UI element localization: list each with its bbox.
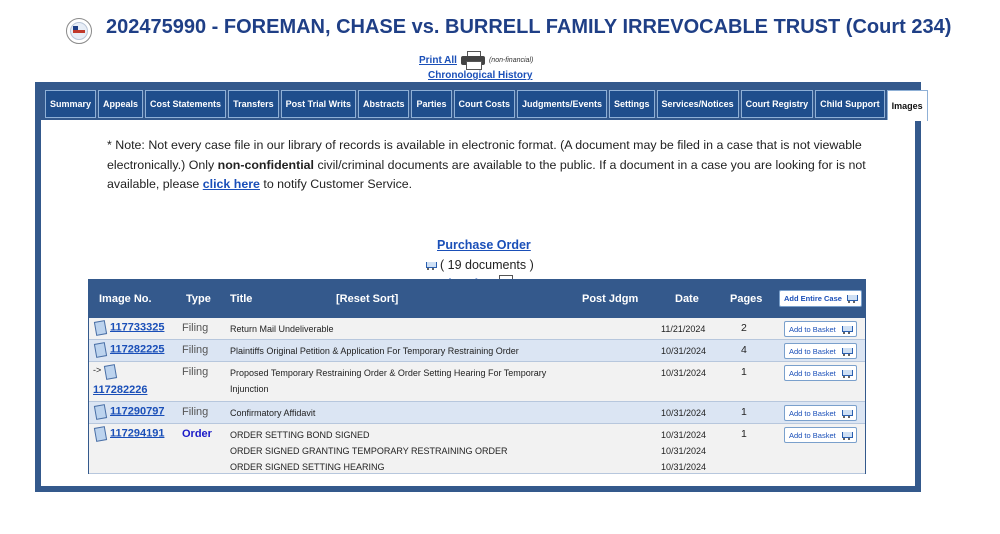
print-all-link[interactable]: Print All — [419, 54, 457, 66]
tab-post-trial-writs[interactable]: Post Trial Writs — [281, 90, 356, 118]
continuation-arrow: -> — [93, 365, 102, 375]
images-tab-content — [41, 120, 915, 486]
document-type: Filing — [182, 344, 209, 356]
tab-child-support[interactable]: Child Support — [815, 90, 885, 118]
tab-court-registry[interactable]: Court Registry — [741, 90, 814, 118]
document-title: Injunction — [230, 384, 269, 394]
table-row — [89, 402, 865, 424]
row-divider — [89, 473, 865, 474]
add-to-basket-button[interactable] — [784, 343, 857, 359]
add-to-basket-button[interactable] — [784, 405, 857, 421]
add-to-basket-label: Add to Basket — [789, 430, 836, 440]
document-icon[interactable] — [94, 404, 107, 420]
cart-icon — [841, 325, 852, 334]
cart-icon — [841, 369, 852, 378]
document-type: Order — [182, 428, 212, 440]
cart-icon — [846, 294, 857, 303]
case-tabs-panel — [35, 82, 921, 492]
image-number-link[interactable]: 117290797 — [110, 405, 165, 418]
document-icon[interactable] — [94, 426, 107, 442]
image-number-link[interactable]: 117282225 — [110, 343, 165, 356]
document-icon[interactable] — [94, 320, 107, 336]
note-text-3: to notify Customer Service. — [259, 177, 413, 191]
add-to-basket-button[interactable] — [784, 321, 857, 337]
non-financial-note: (non-financial) — [488, 56, 534, 64]
document-type: Filing — [182, 366, 209, 378]
add-to-basket-button[interactable] — [784, 427, 857, 443]
document-count-text: ( 19 documents ) — [440, 258, 534, 272]
table-row — [89, 318, 865, 340]
page-count: 1 — [741, 428, 747, 440]
image-number-link[interactable]: 117733325 — [110, 321, 165, 334]
table-header — [89, 280, 865, 318]
document-title: Confirmatory Affidavit — [230, 408, 316, 418]
col-date[interactable]: Date — [675, 293, 699, 305]
customer-service-link[interactable]: click here — [202, 177, 260, 191]
add-to-basket-label: Add to Basket — [789, 346, 836, 356]
tab-cost-statements[interactable]: Cost Statements — [145, 90, 226, 118]
document-date: 10/31/2024 — [661, 462, 707, 472]
tab-transfers[interactable]: Transfers — [228, 90, 279, 118]
cart-icon — [425, 261, 436, 270]
document-title: Proposed Temporary Restraining Order & Order Setting Hearing For Temporary — [230, 368, 547, 378]
document-type: Filing — [182, 322, 209, 334]
tab-services-notices[interactable]: Services/Notices — [657, 90, 739, 118]
document-date: 10/31/2024 — [661, 408, 707, 418]
document-date: 10/31/2024 — [661, 368, 707, 378]
add-to-basket-label: Add to Basket — [789, 324, 836, 334]
document-title: ORDER SIGNED SETTING HEARING — [230, 462, 385, 472]
cart-icon — [841, 431, 852, 440]
note-text-1: * Note: Not every case file in our library of records is available in electronic format. (A document may be filed in a case that is not viewable electronically.) Only — [107, 138, 862, 172]
tab-judgments-events[interactable]: Judgments/Events — [517, 90, 607, 118]
case-title: 202475990 - FOREMAN, CHASE vs. BURRELL FAMILY IRREVOCABLE TRUST (Court 234) — [106, 16, 952, 38]
add-to-basket-label: Add to Basket — [789, 368, 836, 378]
document-title: ORDER SIGNED GRANTING TEMPORARY RESTRAINING ORDER — [230, 446, 508, 456]
print-all-row — [419, 50, 533, 70]
county-seal-icon — [66, 18, 92, 44]
table-row — [89, 424, 865, 474]
tab-bar — [45, 90, 930, 121]
document-date: 11/21/2024 — [661, 324, 706, 334]
col-type[interactable]: Type — [186, 293, 211, 305]
document-count — [425, 258, 534, 272]
cart-icon — [841, 347, 852, 356]
tab-abstracts[interactable]: Abstracts — [358, 90, 410, 118]
page-count: 4 — [741, 344, 747, 356]
table-row — [89, 362, 865, 402]
tab-images[interactable]: Images — [887, 90, 928, 121]
chronological-history-link[interactable]: Chronological History — [428, 70, 533, 81]
document-date: 10/31/2024 — [661, 430, 707, 440]
col-pages[interactable]: Pages — [730, 293, 763, 305]
page-count: 1 — [741, 366, 747, 378]
printer-icon[interactable] — [461, 51, 485, 69]
page-count: 1 — [741, 406, 747, 418]
tab-appeals[interactable]: Appeals — [98, 90, 143, 118]
case-header — [0, 14, 1000, 50]
table-row — [89, 340, 865, 362]
tab-parties[interactable]: Parties — [411, 90, 451, 118]
tab-summary[interactable]: Summary — [45, 90, 96, 118]
availability-note — [107, 136, 867, 195]
document-icon[interactable] — [94, 342, 107, 358]
add-to-basket-label: Add to Basket — [789, 408, 836, 418]
document-type: Filing — [182, 406, 209, 418]
tab-settings[interactable]: Settings — [609, 90, 655, 118]
col-post-jdgm[interactable]: Post Jdgm — [582, 293, 639, 305]
cart-icon — [841, 409, 852, 418]
add-entire-case-button[interactable] — [779, 290, 862, 307]
document-title: Plaintiffs Original Petition & Application For Temporary Restraining Order — [230, 346, 519, 356]
image-number-link[interactable]: 117294191 — [110, 427, 165, 440]
document-icon[interactable] — [105, 365, 120, 379]
add-entire-case-label: Add Entire Case — [784, 294, 842, 303]
purchase-order-link[interactable]: Purchase Order — [437, 238, 531, 252]
tab-court-costs[interactable]: Court Costs — [454, 90, 516, 118]
col-title[interactable]: Title — [230, 293, 253, 305]
document-title: ORDER SETTING BOND SIGNED — [230, 430, 370, 440]
reset-sort-link[interactable]: [Reset Sort] — [336, 293, 399, 305]
add-to-basket-button[interactable] — [784, 365, 857, 381]
documents-table — [88, 279, 866, 474]
page-count: 2 — [741, 322, 747, 334]
note-bold-text: non-confidential — [217, 157, 315, 172]
col-image-no[interactable]: Image No. — [99, 293, 152, 305]
document-title: Return Mail Undeliverable — [230, 324, 334, 334]
document-date: 10/31/2024 — [661, 346, 707, 356]
document-date: 10/31/2024 — [661, 446, 707, 456]
image-number-link[interactable]: 117282226 — [93, 384, 148, 396]
note-text-2: civil/criminal documents are available to the public. If a document in a case you are looking for is not available, please — [107, 157, 866, 191]
